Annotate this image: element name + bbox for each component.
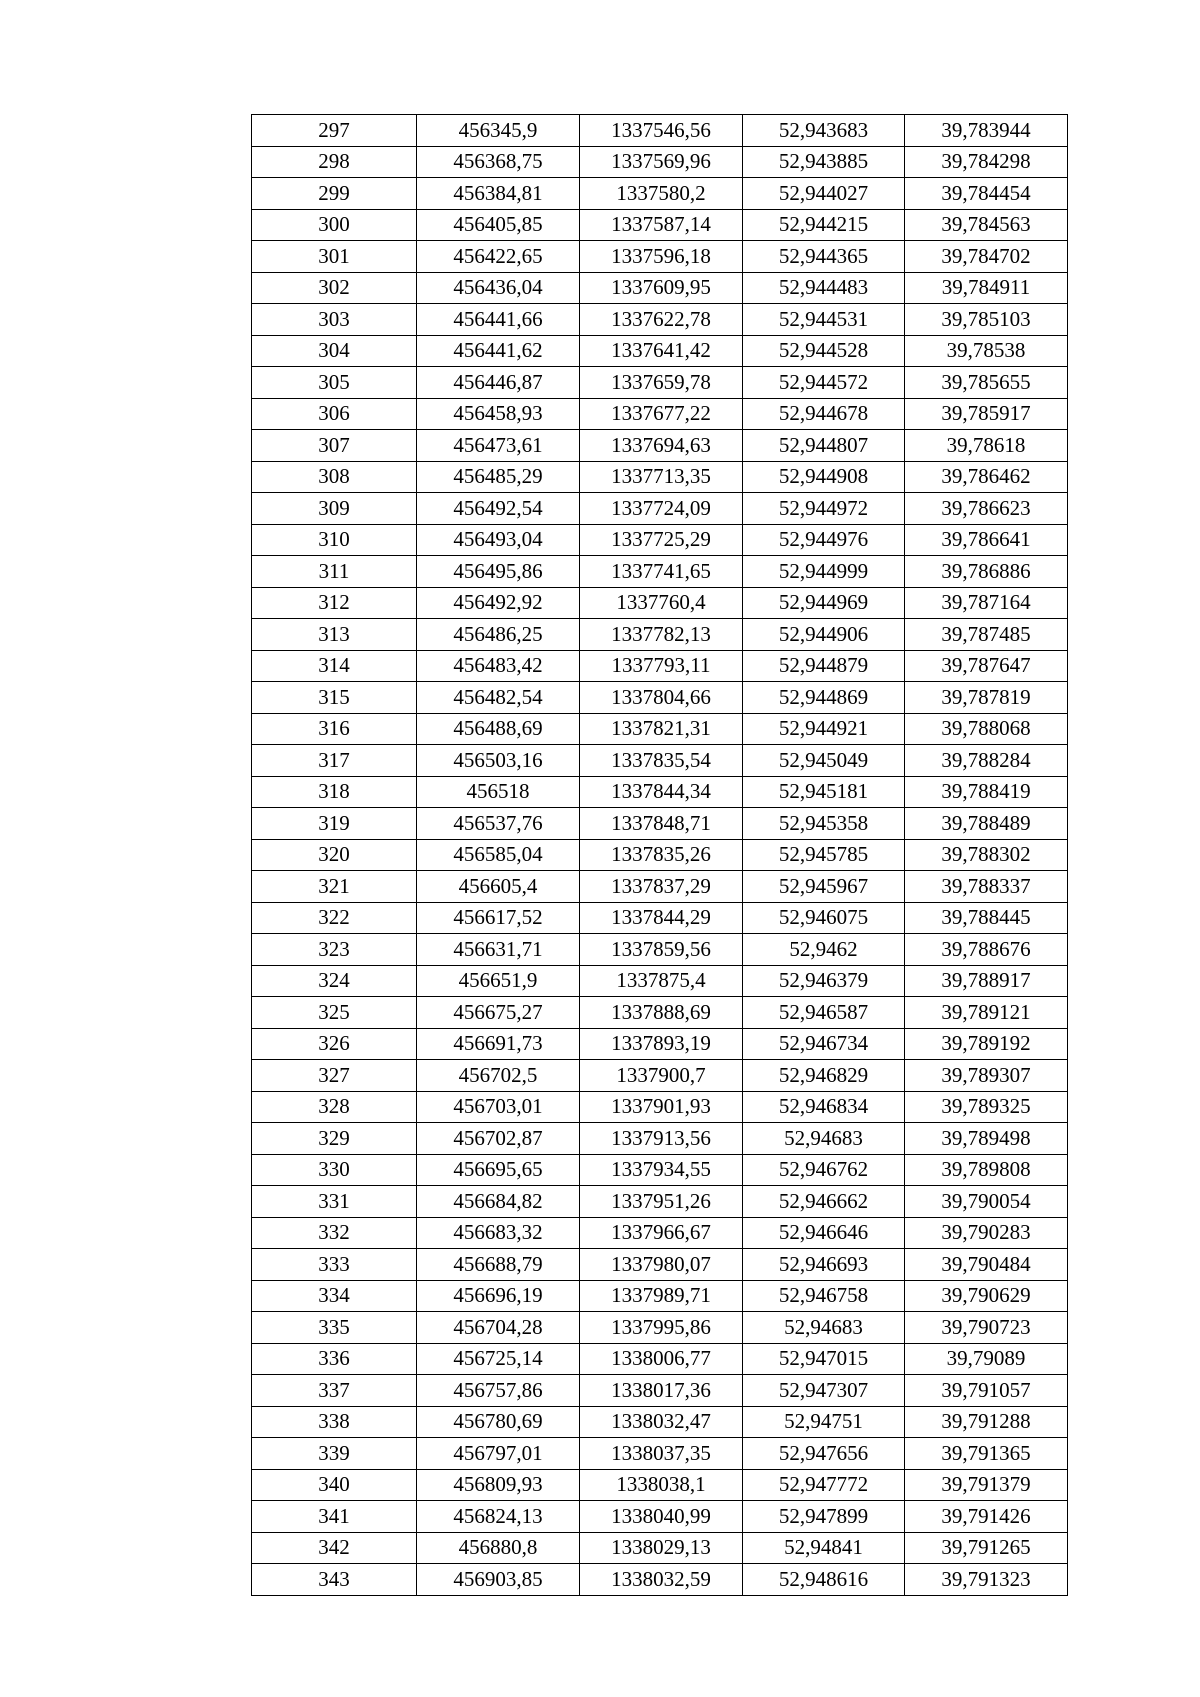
y-coordinate-cell: 1337641,42 (580, 335, 743, 367)
latitude-cell: 52,944869 (743, 682, 905, 714)
x-coordinate-cell: 456797,01 (417, 1438, 580, 1470)
point-number-cell: 324 (252, 965, 417, 997)
point-number-cell: 317 (252, 745, 417, 777)
point-number-cell: 329 (252, 1123, 417, 1155)
x-coordinate-cell: 456702,5 (417, 1060, 580, 1092)
x-coordinate-cell: 456441,62 (417, 335, 580, 367)
longitude-cell: 39,788302 (905, 839, 1068, 871)
latitude-cell: 52,944976 (743, 524, 905, 556)
y-coordinate-cell: 1338029,13 (580, 1532, 743, 1564)
y-coordinate-cell: 1337835,26 (580, 839, 743, 871)
longitude-cell: 39,786886 (905, 556, 1068, 588)
y-coordinate-cell: 1337966,67 (580, 1217, 743, 1249)
table-row (252, 839, 1068, 871)
x-coordinate-cell: 456605,4 (417, 871, 580, 903)
x-coordinate-cell: 456617,52 (417, 902, 580, 934)
point-number-cell: 326 (252, 1028, 417, 1060)
point-number-cell: 306 (252, 398, 417, 430)
y-coordinate-cell: 1337694,63 (580, 430, 743, 462)
latitude-cell: 52,944807 (743, 430, 905, 462)
latitude-cell: 52,946734 (743, 1028, 905, 1060)
y-coordinate-cell: 1337569,96 (580, 146, 743, 178)
x-coordinate-cell: 456493,04 (417, 524, 580, 556)
longitude-cell: 39,787819 (905, 682, 1068, 714)
table-row (252, 1249, 1068, 1281)
point-number-cell: 298 (252, 146, 417, 178)
x-coordinate-cell: 456405,85 (417, 209, 580, 241)
table-row (252, 209, 1068, 241)
point-number-cell: 300 (252, 209, 417, 241)
longitude-cell: 39,784563 (905, 209, 1068, 241)
latitude-cell: 52,94683 (743, 1123, 905, 1155)
latitude-cell: 52,944215 (743, 209, 905, 241)
table-row (252, 713, 1068, 745)
table-row (252, 178, 1068, 210)
latitude-cell: 52,947307 (743, 1375, 905, 1407)
point-number-cell: 335 (252, 1312, 417, 1344)
longitude-cell: 39,787164 (905, 587, 1068, 619)
longitude-cell: 39,789192 (905, 1028, 1068, 1060)
longitude-cell: 39,789325 (905, 1091, 1068, 1123)
longitude-cell: 39,786641 (905, 524, 1068, 556)
latitude-cell: 52,946762 (743, 1154, 905, 1186)
point-number-cell: 304 (252, 335, 417, 367)
table-row (252, 1375, 1068, 1407)
longitude-cell: 39,788068 (905, 713, 1068, 745)
longitude-cell: 39,785917 (905, 398, 1068, 430)
x-coordinate-cell: 456485,29 (417, 461, 580, 493)
x-coordinate-cell: 456503,16 (417, 745, 580, 777)
y-coordinate-cell: 1338038,1 (580, 1469, 743, 1501)
x-coordinate-cell: 456631,71 (417, 934, 580, 966)
y-coordinate-cell: 1337888,69 (580, 997, 743, 1029)
latitude-cell: 52,946758 (743, 1280, 905, 1312)
x-coordinate-cell: 456384,81 (417, 178, 580, 210)
y-coordinate-cell: 1337782,13 (580, 619, 743, 651)
table-row (252, 902, 1068, 934)
longitude-cell: 39,791057 (905, 1375, 1068, 1407)
y-coordinate-cell: 1337677,22 (580, 398, 743, 430)
longitude-cell: 39,790723 (905, 1312, 1068, 1344)
table-row (252, 272, 1068, 304)
longitude-cell: 39,788489 (905, 808, 1068, 840)
x-coordinate-cell: 456725,14 (417, 1343, 580, 1375)
coordinates-table (251, 114, 1068, 1596)
y-coordinate-cell: 1337587,14 (580, 209, 743, 241)
x-coordinate-cell: 456695,65 (417, 1154, 580, 1186)
latitude-cell: 52,946075 (743, 902, 905, 934)
point-number-cell: 318 (252, 776, 417, 808)
latitude-cell: 52,944483 (743, 272, 905, 304)
x-coordinate-cell: 456483,42 (417, 650, 580, 682)
x-coordinate-cell: 456422,65 (417, 241, 580, 273)
longitude-cell: 39,791365 (905, 1438, 1068, 1470)
y-coordinate-cell: 1338017,36 (580, 1375, 743, 1407)
table-row (252, 1123, 1068, 1155)
longitude-cell: 39,789307 (905, 1060, 1068, 1092)
latitude-cell: 52,946693 (743, 1249, 905, 1281)
point-number-cell: 308 (252, 461, 417, 493)
x-coordinate-cell: 456537,76 (417, 808, 580, 840)
table-row (252, 965, 1068, 997)
longitude-cell: 39,790054 (905, 1186, 1068, 1218)
latitude-cell: 52,94751 (743, 1406, 905, 1438)
table-row (252, 1280, 1068, 1312)
longitude-cell: 39,784702 (905, 241, 1068, 273)
table-row (252, 115, 1068, 147)
coordinates-table-body (252, 115, 1068, 1596)
y-coordinate-cell: 1337900,7 (580, 1060, 743, 1092)
table-row (252, 493, 1068, 525)
point-number-cell: 337 (252, 1375, 417, 1407)
latitude-cell: 52,945358 (743, 808, 905, 840)
table-row (252, 650, 1068, 682)
longitude-cell: 39,790283 (905, 1217, 1068, 1249)
table-row (252, 871, 1068, 903)
table-row (252, 808, 1068, 840)
y-coordinate-cell: 1337793,11 (580, 650, 743, 682)
longitude-cell: 39,791288 (905, 1406, 1068, 1438)
table-row (252, 1060, 1068, 1092)
point-number-cell: 315 (252, 682, 417, 714)
x-coordinate-cell: 456446,87 (417, 367, 580, 399)
x-coordinate-cell: 456473,61 (417, 430, 580, 462)
table-row (252, 1028, 1068, 1060)
table-row (252, 1564, 1068, 1596)
table-row (252, 556, 1068, 588)
point-number-cell: 323 (252, 934, 417, 966)
y-coordinate-cell: 1337546,56 (580, 115, 743, 147)
longitude-cell: 39,79089 (905, 1343, 1068, 1375)
longitude-cell: 39,784911 (905, 272, 1068, 304)
point-number-cell: 342 (252, 1532, 417, 1564)
x-coordinate-cell: 456824,13 (417, 1501, 580, 1533)
latitude-cell: 52,944365 (743, 241, 905, 273)
y-coordinate-cell: 1338037,35 (580, 1438, 743, 1470)
latitude-cell: 52,947772 (743, 1469, 905, 1501)
latitude-cell: 52,944531 (743, 304, 905, 336)
latitude-cell: 52,948616 (743, 1564, 905, 1596)
x-coordinate-cell: 456518 (417, 776, 580, 808)
table-row (252, 1154, 1068, 1186)
y-coordinate-cell: 1337934,55 (580, 1154, 743, 1186)
table-row (252, 398, 1068, 430)
y-coordinate-cell: 1337580,2 (580, 178, 743, 210)
point-number-cell: 301 (252, 241, 417, 273)
y-coordinate-cell: 1338006,77 (580, 1343, 743, 1375)
latitude-cell: 52,946379 (743, 965, 905, 997)
table-row (252, 776, 1068, 808)
point-number-cell: 305 (252, 367, 417, 399)
point-number-cell: 339 (252, 1438, 417, 1470)
longitude-cell: 39,789121 (905, 997, 1068, 1029)
latitude-cell: 52,945967 (743, 871, 905, 903)
y-coordinate-cell: 1337837,29 (580, 871, 743, 903)
table-row (252, 745, 1068, 777)
latitude-cell: 52,944528 (743, 335, 905, 367)
longitude-cell: 39,788676 (905, 934, 1068, 966)
latitude-cell: 52,944879 (743, 650, 905, 682)
x-coordinate-cell: 456675,27 (417, 997, 580, 1029)
latitude-cell: 52,943885 (743, 146, 905, 178)
table-row (252, 524, 1068, 556)
longitude-cell: 39,790629 (905, 1280, 1068, 1312)
x-coordinate-cell: 456368,75 (417, 146, 580, 178)
y-coordinate-cell: 1337875,4 (580, 965, 743, 997)
point-number-cell: 297 (252, 115, 417, 147)
y-coordinate-cell: 1337844,29 (580, 902, 743, 934)
point-number-cell: 310 (252, 524, 417, 556)
longitude-cell: 39,785655 (905, 367, 1068, 399)
point-number-cell: 338 (252, 1406, 417, 1438)
longitude-cell: 39,791265 (905, 1532, 1068, 1564)
x-coordinate-cell: 456780,69 (417, 1406, 580, 1438)
point-number-cell: 307 (252, 430, 417, 462)
point-number-cell: 334 (252, 1280, 417, 1312)
point-number-cell: 322 (252, 902, 417, 934)
y-coordinate-cell: 1337901,93 (580, 1091, 743, 1123)
table-row (252, 1501, 1068, 1533)
y-coordinate-cell: 1338032,47 (580, 1406, 743, 1438)
point-number-cell: 309 (252, 493, 417, 525)
x-coordinate-cell: 456880,8 (417, 1532, 580, 1564)
table-row (252, 1091, 1068, 1123)
y-coordinate-cell: 1338032,59 (580, 1564, 743, 1596)
point-number-cell: 299 (252, 178, 417, 210)
x-coordinate-cell: 456482,54 (417, 682, 580, 714)
latitude-cell: 52,944972 (743, 493, 905, 525)
table-row (252, 304, 1068, 336)
x-coordinate-cell: 456702,87 (417, 1123, 580, 1155)
x-coordinate-cell: 456492,54 (417, 493, 580, 525)
x-coordinate-cell: 456436,04 (417, 272, 580, 304)
latitude-cell: 52,947015 (743, 1343, 905, 1375)
latitude-cell: 52,947656 (743, 1438, 905, 1470)
x-coordinate-cell: 456688,79 (417, 1249, 580, 1281)
y-coordinate-cell: 1337995,86 (580, 1312, 743, 1344)
point-number-cell: 312 (252, 587, 417, 619)
y-coordinate-cell: 1337659,78 (580, 367, 743, 399)
table-row (252, 1217, 1068, 1249)
x-coordinate-cell: 456651,9 (417, 965, 580, 997)
y-coordinate-cell: 1337859,56 (580, 934, 743, 966)
latitude-cell: 52,945181 (743, 776, 905, 808)
y-coordinate-cell: 1337951,26 (580, 1186, 743, 1218)
latitude-cell: 52,944027 (743, 178, 905, 210)
table-row (252, 1312, 1068, 1344)
point-number-cell: 332 (252, 1217, 417, 1249)
longitude-cell: 39,790484 (905, 1249, 1068, 1281)
x-coordinate-cell: 456458,93 (417, 398, 580, 430)
y-coordinate-cell: 1338040,99 (580, 1501, 743, 1533)
point-number-cell: 311 (252, 556, 417, 588)
x-coordinate-cell: 456683,32 (417, 1217, 580, 1249)
latitude-cell: 52,946834 (743, 1091, 905, 1123)
latitude-cell: 52,944921 (743, 713, 905, 745)
x-coordinate-cell: 456691,73 (417, 1028, 580, 1060)
longitude-cell: 39,787647 (905, 650, 1068, 682)
longitude-cell: 39,788337 (905, 871, 1068, 903)
y-coordinate-cell: 1337713,35 (580, 461, 743, 493)
longitude-cell: 39,78618 (905, 430, 1068, 462)
y-coordinate-cell: 1337835,54 (580, 745, 743, 777)
table-row (252, 1186, 1068, 1218)
latitude-cell: 52,946646 (743, 1217, 905, 1249)
y-coordinate-cell: 1337804,66 (580, 682, 743, 714)
longitude-cell: 39,786623 (905, 493, 1068, 525)
latitude-cell: 52,944572 (743, 367, 905, 399)
x-coordinate-cell: 456486,25 (417, 619, 580, 651)
longitude-cell: 39,788917 (905, 965, 1068, 997)
y-coordinate-cell: 1337893,19 (580, 1028, 743, 1060)
latitude-cell: 52,947899 (743, 1501, 905, 1533)
x-coordinate-cell: 456703,01 (417, 1091, 580, 1123)
table-row (252, 1469, 1068, 1501)
x-coordinate-cell: 456757,86 (417, 1375, 580, 1407)
longitude-cell: 39,791379 (905, 1469, 1068, 1501)
table-row (252, 1406, 1068, 1438)
latitude-cell: 52,946662 (743, 1186, 905, 1218)
latitude-cell: 52,944906 (743, 619, 905, 651)
y-coordinate-cell: 1337980,07 (580, 1249, 743, 1281)
x-coordinate-cell: 456704,28 (417, 1312, 580, 1344)
x-coordinate-cell: 456488,69 (417, 713, 580, 745)
table-row (252, 587, 1068, 619)
x-coordinate-cell: 456684,82 (417, 1186, 580, 1218)
y-coordinate-cell: 1337725,29 (580, 524, 743, 556)
y-coordinate-cell: 1337596,18 (580, 241, 743, 273)
point-number-cell: 343 (252, 1564, 417, 1596)
point-number-cell: 340 (252, 1469, 417, 1501)
y-coordinate-cell: 1337913,56 (580, 1123, 743, 1155)
point-number-cell: 303 (252, 304, 417, 336)
x-coordinate-cell: 456903,85 (417, 1564, 580, 1596)
longitude-cell: 39,783944 (905, 115, 1068, 147)
point-number-cell: 328 (252, 1091, 417, 1123)
latitude-cell: 52,9462 (743, 934, 905, 966)
point-number-cell: 316 (252, 713, 417, 745)
latitude-cell: 52,945049 (743, 745, 905, 777)
y-coordinate-cell: 1337760,4 (580, 587, 743, 619)
latitude-cell: 52,94841 (743, 1532, 905, 1564)
table-row (252, 1532, 1068, 1564)
latitude-cell: 52,945785 (743, 839, 905, 871)
longitude-cell: 39,791323 (905, 1564, 1068, 1596)
longitude-cell: 39,78538 (905, 335, 1068, 367)
table-row (252, 619, 1068, 651)
table-row (252, 461, 1068, 493)
table-row (252, 146, 1068, 178)
point-number-cell: 336 (252, 1343, 417, 1375)
x-coordinate-cell: 456495,86 (417, 556, 580, 588)
longitude-cell: 39,785103 (905, 304, 1068, 336)
point-number-cell: 331 (252, 1186, 417, 1218)
table-row (252, 367, 1068, 399)
y-coordinate-cell: 1337848,71 (580, 808, 743, 840)
y-coordinate-cell: 1337724,09 (580, 493, 743, 525)
latitude-cell: 52,946829 (743, 1060, 905, 1092)
longitude-cell: 39,789498 (905, 1123, 1068, 1155)
y-coordinate-cell: 1337989,71 (580, 1280, 743, 1312)
table-row (252, 934, 1068, 966)
longitude-cell: 39,788419 (905, 776, 1068, 808)
table-row (252, 1438, 1068, 1470)
point-number-cell: 319 (252, 808, 417, 840)
table-row (252, 997, 1068, 1029)
longitude-cell: 39,791426 (905, 1501, 1068, 1533)
latitude-cell: 52,94683 (743, 1312, 905, 1344)
y-coordinate-cell: 1337622,78 (580, 304, 743, 336)
latitude-cell: 52,944969 (743, 587, 905, 619)
table-row (252, 430, 1068, 462)
table-row (252, 1343, 1068, 1375)
x-coordinate-cell: 456492,92 (417, 587, 580, 619)
longitude-cell: 39,786462 (905, 461, 1068, 493)
y-coordinate-cell: 1337741,65 (580, 556, 743, 588)
y-coordinate-cell: 1337821,31 (580, 713, 743, 745)
longitude-cell: 39,784298 (905, 146, 1068, 178)
latitude-cell: 52,946587 (743, 997, 905, 1029)
longitude-cell: 39,784454 (905, 178, 1068, 210)
latitude-cell: 52,944999 (743, 556, 905, 588)
point-number-cell: 325 (252, 997, 417, 1029)
y-coordinate-cell: 1337844,34 (580, 776, 743, 808)
table-row (252, 335, 1068, 367)
point-number-cell: 302 (252, 272, 417, 304)
latitude-cell: 52,943683 (743, 115, 905, 147)
x-coordinate-cell: 456585,04 (417, 839, 580, 871)
point-number-cell: 333 (252, 1249, 417, 1281)
point-number-cell: 330 (252, 1154, 417, 1186)
longitude-cell: 39,789808 (905, 1154, 1068, 1186)
x-coordinate-cell: 456345,9 (417, 115, 580, 147)
point-number-cell: 320 (252, 839, 417, 871)
point-number-cell: 314 (252, 650, 417, 682)
longitude-cell: 39,788445 (905, 902, 1068, 934)
point-number-cell: 321 (252, 871, 417, 903)
latitude-cell: 52,944678 (743, 398, 905, 430)
point-number-cell: 313 (252, 619, 417, 651)
x-coordinate-cell: 456696,19 (417, 1280, 580, 1312)
point-number-cell: 327 (252, 1060, 417, 1092)
x-coordinate-cell: 456809,93 (417, 1469, 580, 1501)
longitude-cell: 39,788284 (905, 745, 1068, 777)
table-row (252, 241, 1068, 273)
latitude-cell: 52,944908 (743, 461, 905, 493)
x-coordinate-cell: 456441,66 (417, 304, 580, 336)
table-row (252, 682, 1068, 714)
longitude-cell: 39,787485 (905, 619, 1068, 651)
point-number-cell: 341 (252, 1501, 417, 1533)
y-coordinate-cell: 1337609,95 (580, 272, 743, 304)
